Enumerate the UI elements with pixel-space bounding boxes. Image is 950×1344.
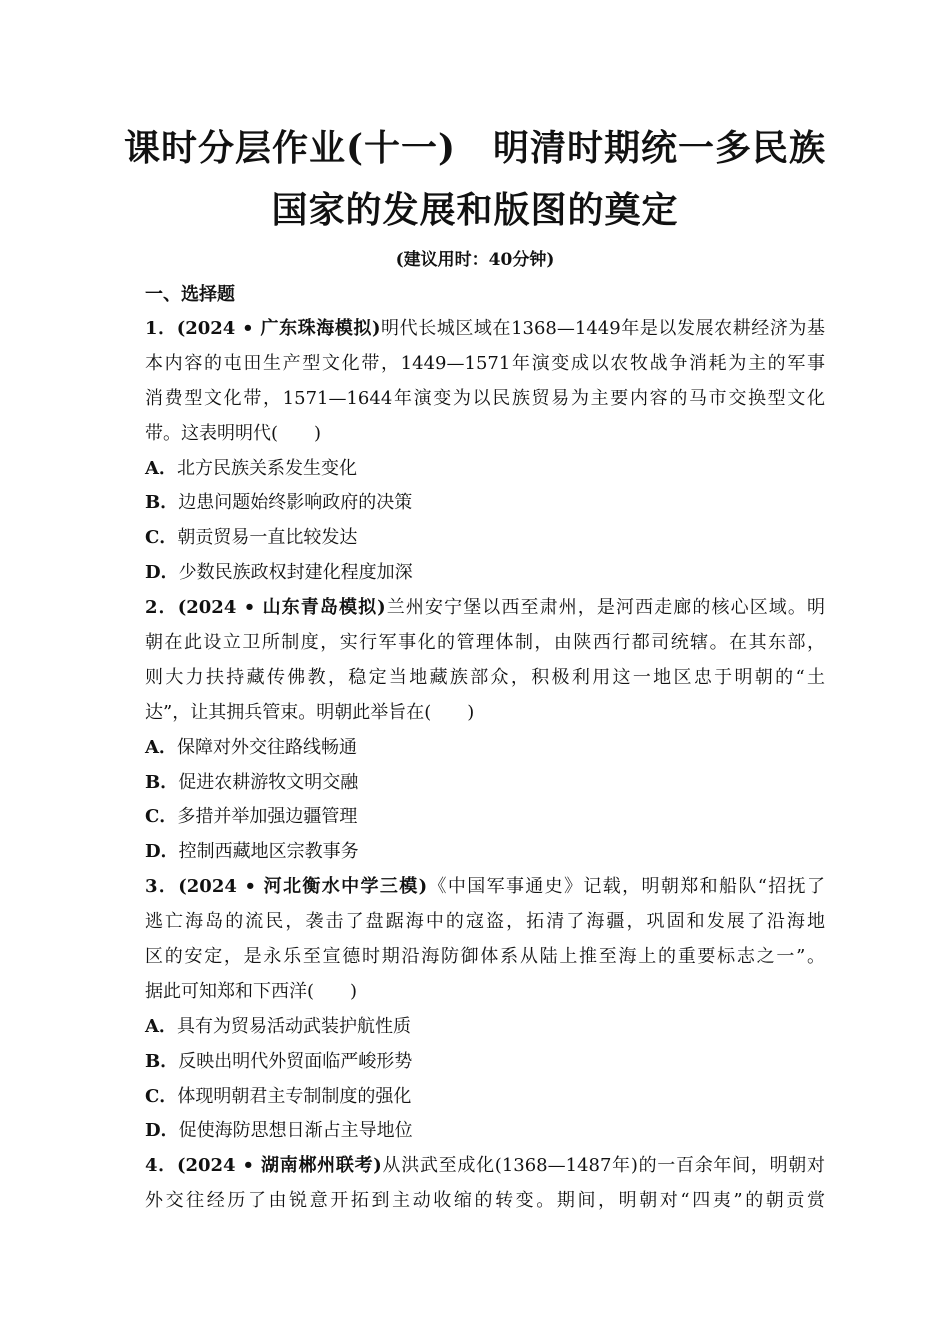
option-d[interactable]	[145, 835, 825, 870]
page-title-line-1: 课时分层作业(十一) 明清时期统一多民族	[123, 127, 827, 169]
question-stem-text: 《中国军事通史》记载，明朝郑和船队“招抚了	[427, 876, 826, 898]
question-stem-line: 消费型文化带，1571—1644年演变为以民族贸易为主要内容的马市交换型文化	[145, 387, 825, 409]
question-stem-line: 则大力扶持藏传佛教，稳定当地藏族部众，积极利用这一地区忠于明朝的“土	[145, 666, 825, 688]
option-letter: C．	[145, 806, 178, 828]
option-letter: A．	[145, 457, 177, 479]
question-stem-text: 明代长城区域在1368—1449年是以发展农耕经济为基	[380, 318, 826, 339]
option-letter: A．	[145, 736, 177, 758]
question-2	[145, 591, 825, 870]
option-letter: B．	[145, 492, 179, 514]
page-title-line-2: 国家的发展和版图的奠定	[271, 189, 679, 231]
option-text: 控制西藏地区宗教事务	[178, 841, 359, 863]
question-stem-line	[145, 870, 825, 905]
question-stem-text: 从洪武至成化(1368—1487年)的一百余年间，明朝对	[381, 1155, 825, 1177]
option-letter: B．	[145, 1050, 179, 1072]
option-d[interactable]	[145, 1114, 825, 1149]
option-letter: D．	[145, 562, 179, 584]
question-stem-line: 据此可知郑和下西洋( )	[145, 980, 358, 1002]
question-stem-line	[145, 1149, 825, 1184]
option-text: 边患问题始终影响政府的决策	[178, 492, 413, 514]
question-number: 4．	[145, 1155, 177, 1177]
option-text: 反映出明代外贸面临严峻形势	[178, 1050, 413, 1072]
question-number: 2．	[145, 597, 178, 619]
option-a[interactable]	[145, 731, 825, 766]
question-source: (2024 • 山东青岛模拟)	[177, 597, 386, 619]
question-source: (2024 • 河北衡水中学三模)	[178, 876, 428, 898]
option-letter: C．	[145, 527, 178, 549]
option-text: 具有为贸易活动武装护航性质	[176, 1015, 411, 1037]
questions-list	[145, 312, 825, 1219]
question-4	[145, 1149, 825, 1219]
option-text: 促使海防思想日渐占主导地位	[178, 1120, 413, 1142]
option-text: 多措并举加强边疆管理	[177, 806, 358, 828]
option-text: 促进农耕游牧文明交融	[178, 771, 359, 793]
option-c[interactable]	[145, 521, 825, 556]
question-source: (2024 • 广东珠海模拟)	[176, 318, 381, 339]
option-letter: A．	[145, 1015, 177, 1037]
question-stem-line: 区的安定，是永乐至宣德时期沿海防御体系从陆上推至海上的重要标志之一”。	[145, 946, 825, 968]
question-stem-line: 外交往经历了由锐意开拓到主动收缩的转变。期间，明朝对“四夷”的朝贡赏	[145, 1190, 825, 1212]
question-3	[145, 870, 825, 1149]
suggested-time: (建议用时：40分钟)	[395, 250, 555, 270]
question-stem-text: 兰州安宁堡以西至肃州，是河西走廊的核心区域。明	[385, 597, 825, 619]
option-b[interactable]	[145, 1045, 825, 1080]
option-c[interactable]	[145, 800, 825, 835]
question-stem-line: 朝在此设立卫所制度，实行军事化的管理体制，由陕西行都司统辖。在其东部，	[145, 632, 825, 654]
question-source: (2024 • 湖南郴州联考)	[176, 1155, 382, 1177]
section-heading: 一、选择题	[145, 284, 235, 305]
option-text: 朝贡贸易一直比较发达	[177, 527, 358, 549]
option-b[interactable]	[145, 766, 825, 801]
question-stem-line	[145, 312, 825, 347]
question-1	[145, 312, 825, 591]
option-a[interactable]	[145, 1010, 825, 1045]
option-letter: D．	[145, 1120, 179, 1142]
question-stem-line	[145, 591, 825, 626]
option-text: 保障对外交往路线畅通	[176, 736, 357, 758]
option-a[interactable]	[145, 452, 825, 487]
question-number: 1．	[145, 318, 177, 339]
question-stem-line: 逃亡海岛的流民，袭击了盘踞海中的寇盗，拓清了海疆，巩固和发展了沿海地	[145, 911, 825, 933]
option-b[interactable]	[145, 486, 825, 521]
option-letter: B．	[145, 771, 179, 793]
question-stem-line: 带。这表明明代( )	[145, 422, 322, 444]
option-text: 少数民族政权封建化程度加深	[178, 562, 413, 584]
option-letter: D．	[145, 841, 179, 863]
option-c[interactable]	[145, 1080, 825, 1115]
option-text: 北方民族关系发生变化	[176, 457, 357, 479]
question-stem-line: 达”，让其拥兵管束。明朝此举旨在( )	[145, 701, 475, 723]
option-letter: C．	[145, 1085, 178, 1107]
option-d[interactable]	[145, 556, 825, 591]
question-number: 3．	[145, 876, 179, 898]
option-text: 体现明朝君主专制制度的强化	[177, 1085, 412, 1107]
question-stem-line: 本内容的屯田生产型文化带，1449—1571年演变成以农牧战争消耗为主的军事	[145, 352, 825, 374]
